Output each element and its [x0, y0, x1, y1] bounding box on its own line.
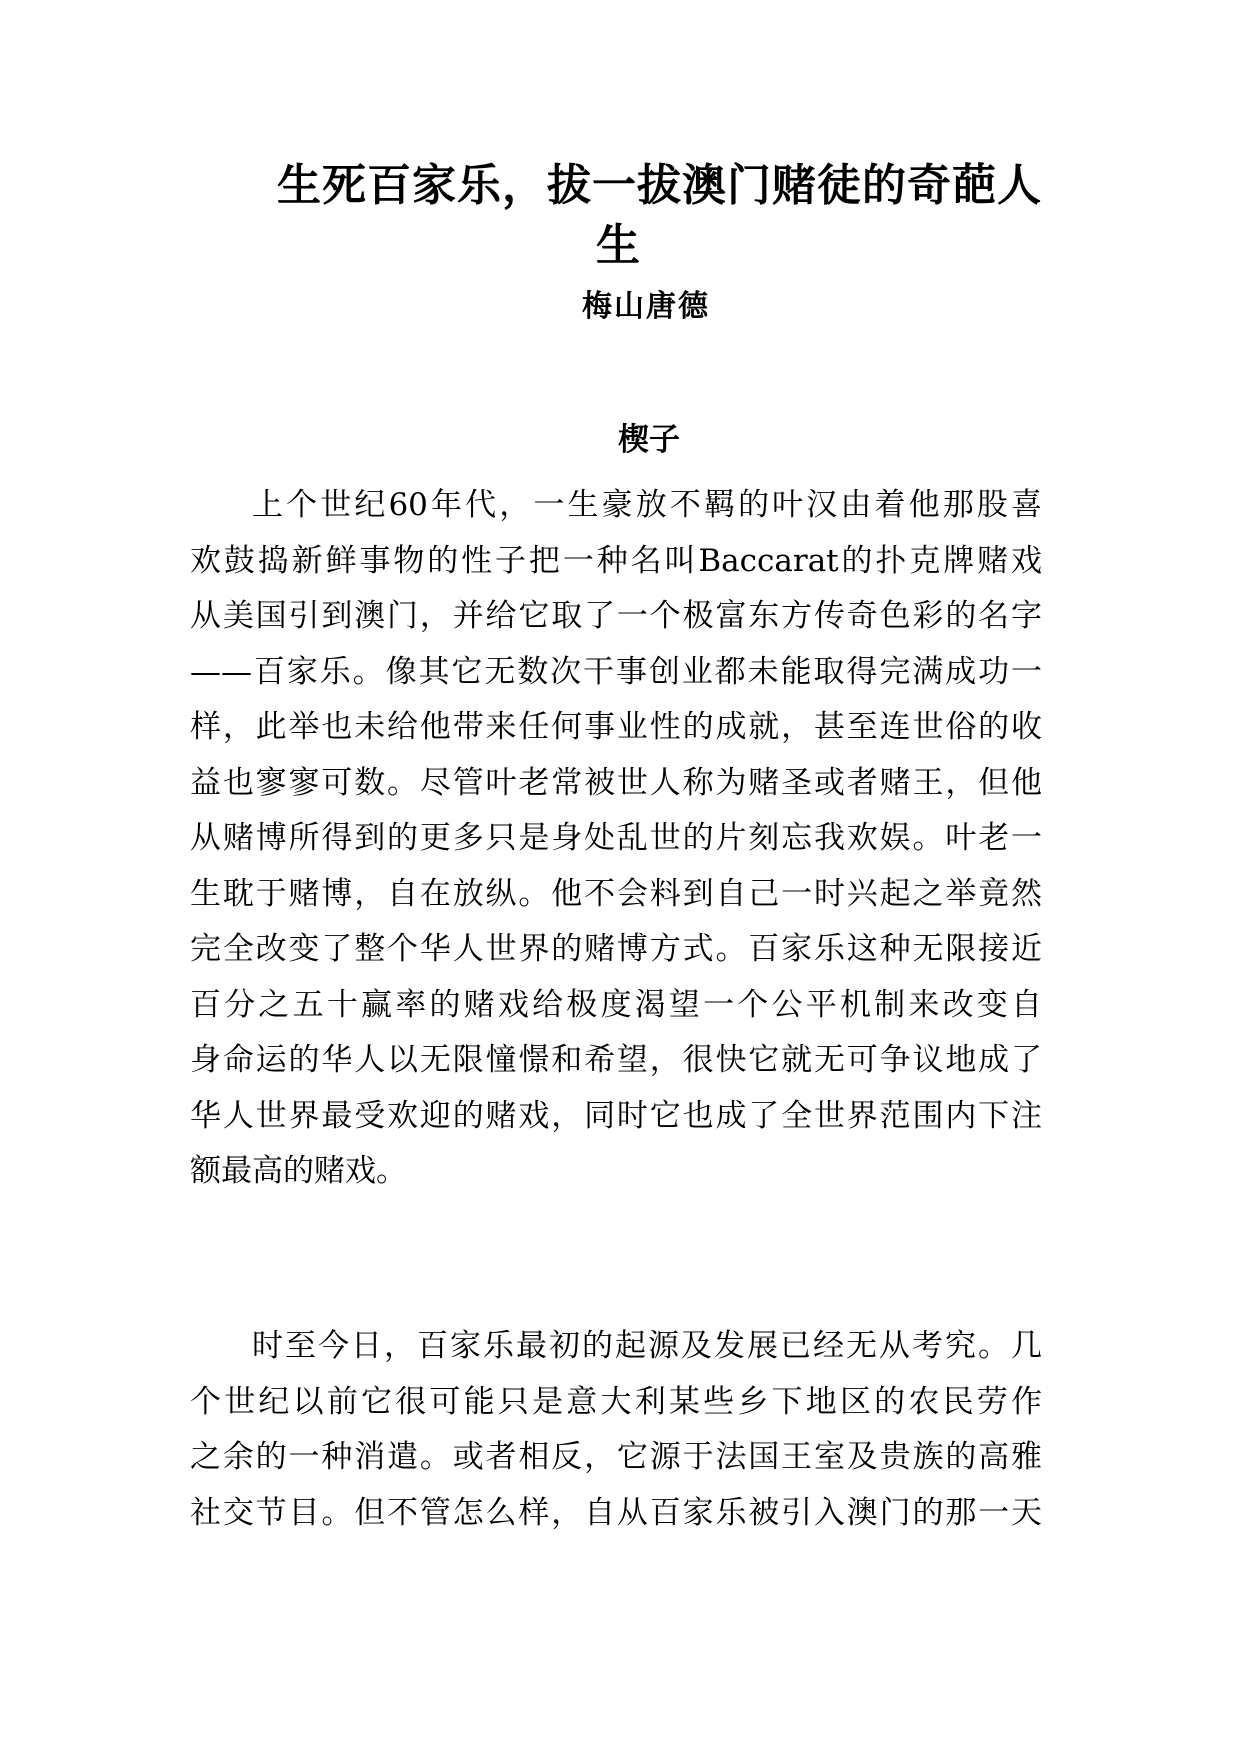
- document-title-line-2: 生: [596, 220, 640, 271]
- paragraph-1-line: 益也寥寥可数。尽管叶老常被世人称为赌圣或者赌王，但他: [190, 764, 1042, 801]
- paragraph-2: [190, 1319, 1042, 1541]
- paragraph-1-line: 上个世纪60年代，一生豪放不羁的叶汉由着他那股喜: [252, 487, 1042, 523]
- paragraph-1-line: 身命运的华人以无限憧憬和希望，很快它就无可争议地成了: [190, 1042, 1042, 1078]
- paragraph-2-line: 个世纪以前它很可能只是意大利某些乡下地区的农民劳作: [190, 1383, 1042, 1420]
- paragraph-1-line: 从赌博所得到的更多只是身处乱世的片刻忘我欢娱。叶老一: [190, 820, 1042, 856]
- paragraph-1: [190, 478, 1042, 1200]
- paragraph-1-line: 额最高的赌戏。: [190, 1153, 407, 1189]
- document-title-line-1: 生死百家乐，拔一拔澳门赌徒的奇葩人: [277, 160, 1042, 211]
- paragraph-2-line: 之余的一种消遣。或者相反，它源于法国王室及贵族的高雅: [190, 1439, 1042, 1475]
- paragraph-1-line: 华人世界最受欢迎的赌戏，同时它也成了全世界范围内下注: [190, 1097, 1042, 1134]
- paragraph-1-line: 百分之五十赢率的赌戏给极度渴望一个公平机制来改变自: [190, 986, 1042, 1023]
- paragraph-1-line: 生耽于赌博，自在放纵。他不会料到自己一时兴起之举竟然: [190, 875, 1042, 912]
- paragraph-1-line: 从美国引到澳门，并给它取了一个极富东方传奇色彩的名字: [190, 598, 1042, 634]
- paragraph-2-line: 社交节目。但不管怎么样，自从百家乐被引入澳门的那一天: [190, 1494, 1042, 1531]
- paragraph-2-line: 时至今日，百家乐最初的起源及发展已经无从考究。几: [252, 1328, 1042, 1364]
- author-name: 梅山唐德: [582, 289, 710, 324]
- paragraph-1-line: 完全改变了整个华人世界的赌博方式。百家乐这种无限接近: [190, 931, 1042, 967]
- paragraph-1-line: 欢鼓捣新鲜事物的性子把一种名叫Baccarat的扑克牌赌戏: [190, 542, 1042, 579]
- paragraph-1-line: ——百家乐。像其它无数次干事创业都未能取得完满成功一: [190, 653, 1042, 690]
- section-heading: 楔子: [618, 422, 680, 458]
- paragraph-1-line: 样，此举也未给他带来任何事业性的成就，甚至连世俗的收: [190, 709, 1042, 745]
